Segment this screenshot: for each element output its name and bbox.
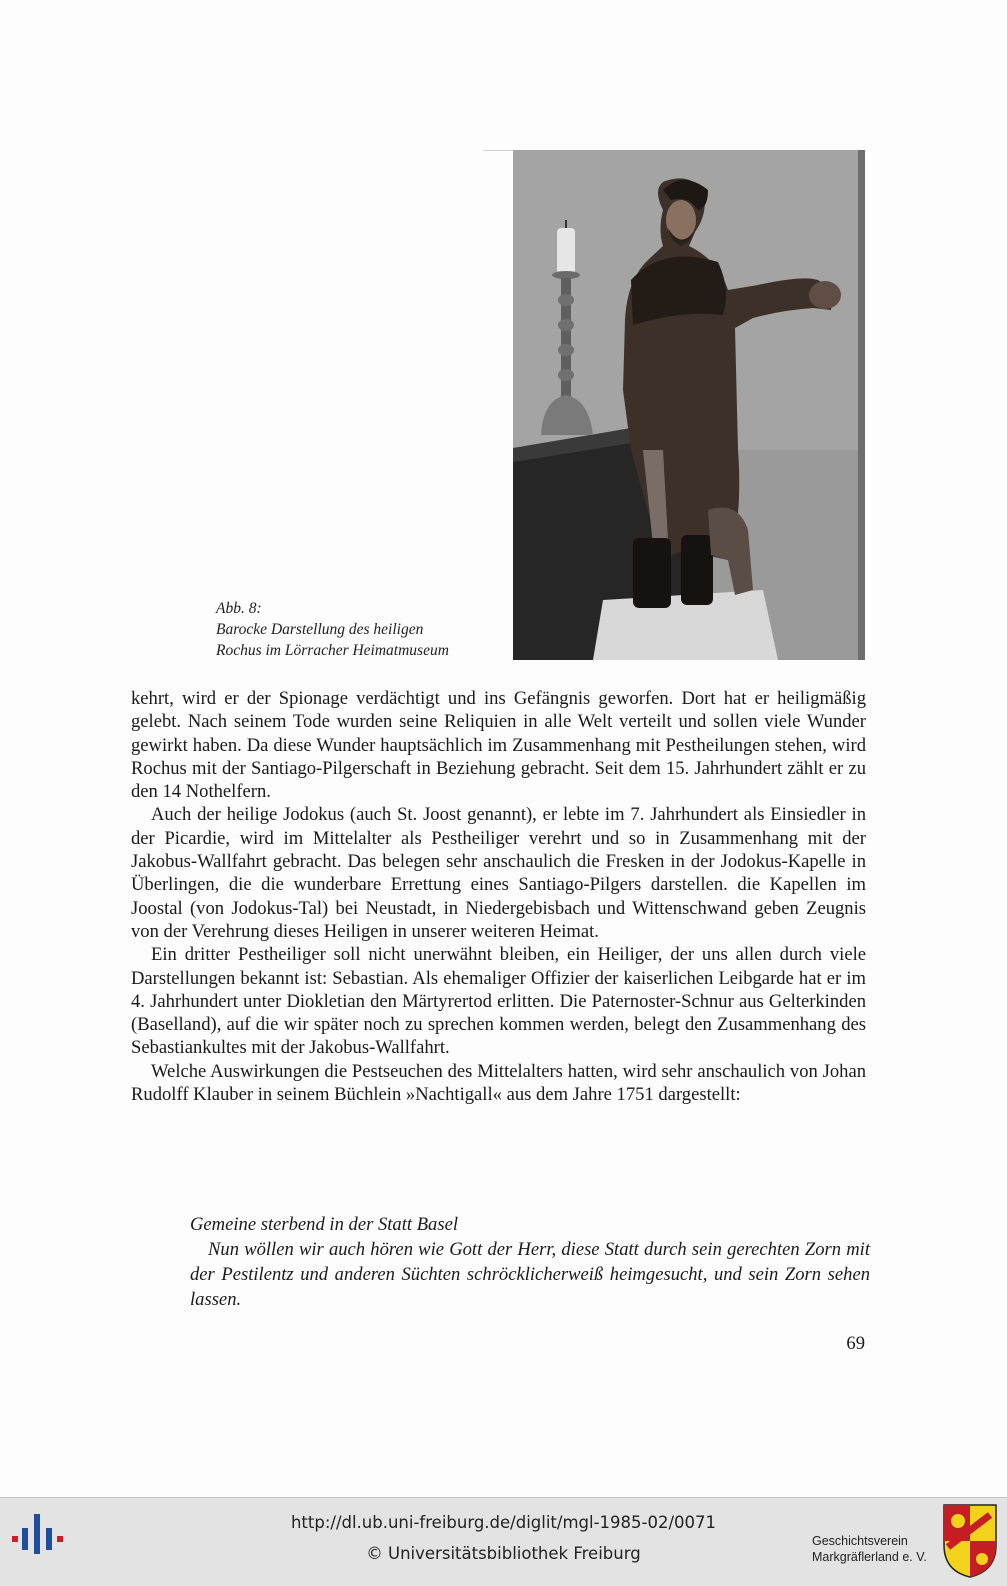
viewer-footer — [0, 1497, 1007, 1586]
paragraph: kehrt, wird er der Spionage verdächtigt und ins Gefängnis geworfen. Dort hat er heiligmäßig gelebt. Nach seinem Tode wurden seine Reliquien in alle Welt verteilt und sollen viele Wunder gewirkt haben. Da diese Wunder hauptsächlich im Zusammenhang mit Pestheilungen stehen, wird Rochus mit der Santiago-Pilgerschaft in Beziehung gebracht. Seit dem 15. Jahrhundert zählt er zu den 14 Nothelfern. — [131, 688, 866, 803]
document-url-link[interactable]: http://dl.ub.uni-freiburg.de/diglit/mgl-1985-02/0071 — [290, 1513, 717, 1532]
caption-line-2: Rochus im Lörracher Heimatmuseum — [216, 642, 449, 659]
caption-line-1: Barocke Darstellung des heiligen — [216, 621, 424, 638]
figure-rule — [483, 150, 513, 151]
org-line-1: Geschichtsverein — [812, 1534, 908, 1548]
quote-text: Nun wöllen wir auch hören wie Gott der Herr, diese Statt durch sein gerechten Zorn mit der Pestilentz und anderen Süchten schröcklicherweiß heimgesucht, und sein Zorn sehen lassen. — [190, 1239, 870, 1310]
caption-label: Abb. 8: — [216, 600, 262, 617]
copyright-text: © Universitätsbibliothek Freiburg — [366, 1544, 641, 1563]
figure-photo-rochus-statue — [513, 150, 865, 660]
paragraph: Welche Auswirkungen die Pestseuchen des Mittelalters hatten, wird sehr anschaulich von Johan Rudolff Klauber in seinem Büchlein »Nachtigall« aus dem Jahre 1751 dargestellt: — [131, 1060, 866, 1106]
page-number: 69 — [846, 1333, 865, 1354]
quote-title: Gemeine sterbend in der Statt Basel — [190, 1214, 459, 1235]
body-text — [131, 687, 866, 1106]
org-line-2: Markgräflerland e. V. — [812, 1550, 927, 1564]
figure-caption — [216, 598, 516, 661]
organization-name — [812, 1533, 927, 1565]
paragraph: Ein dritter Pestheiliger soll nicht unerwähnt bleiben, ein Heiliger, der uns allen durch viele Darstellungen bekannt ist: Sebastian. Als ehemaliger Offizier der kaiserlichen Leibgarde hat er im 4. Jahrhundert unter Diokletian den Märtyrertod erlitten. Die Paternoster-Schnur aus Gelterkinden (Baselland), auf die wir später noch zu sprechen kommen werden, belegt den Zusammenhang des Sebastiankultes mit der Jakobus-Wallfahrt. — [131, 944, 866, 1059]
paragraph: Auch der heilige Jodokus (auch St. Joost genannt), er lebte im 7. Jahrhundert als Einsiedler in der Picardie, wird im Mittelalter als Pestheiliger verehrt und so in Zusammenhang mit der Jakobus-Wallfahrt gebracht. Das belegen sehr anschaulich die Fresken in der Jodokus-Kapelle in Überlingen, die die wunderbare Errettung eines Santiago-Pilgers darstellen. die Kapellen im Joostal (von Jodokus-Tal) bei Neustadt, in Niedergebisbach und Wittenschwand geben Zeugnis von der Verehrung dieses Heiligen in unserer weiteren Heimat. — [131, 804, 866, 942]
coat-of-arms-icon — [942, 1503, 998, 1583]
block-quote — [190, 1212, 870, 1312]
